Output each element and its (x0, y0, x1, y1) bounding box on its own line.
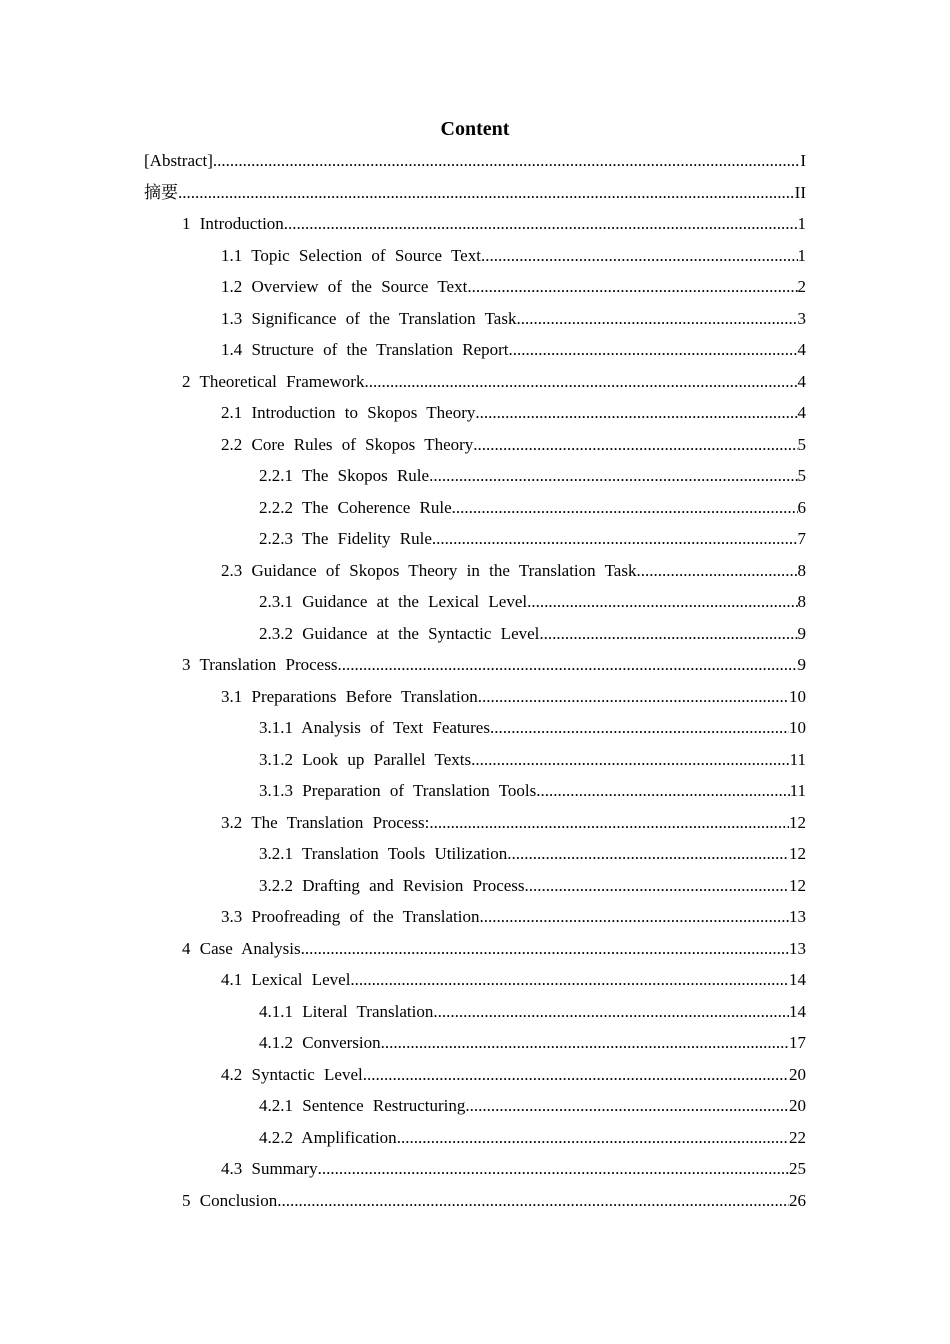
toc-entry[interactable] (182, 933, 806, 965)
toc-entry-label: 1 Introduction (182, 214, 284, 233)
toc-dot-leader (475, 397, 797, 429)
toc-entry[interactable] (259, 1090, 806, 1122)
toc-entry-label: 3.1.3 Preparation of Translation Tools (259, 781, 537, 800)
toc-page-number: 22 (789, 1127, 806, 1147)
toc-entry[interactable] (221, 429, 806, 461)
toc-entry[interactable] (182, 1185, 806, 1217)
toc-entry[interactable] (221, 1059, 806, 1091)
toc-dot-leader (509, 334, 798, 366)
toc-page-number: 12 (789, 844, 806, 863)
toc-entry[interactable] (221, 681, 806, 713)
toc-entry-label: 3.1.2 Look up Parallel Texts (259, 749, 472, 769)
toc-dot-leader (381, 1027, 789, 1059)
toc-entry[interactable] (221, 807, 806, 839)
toc-page-number: I (800, 151, 806, 170)
toc-entry[interactable] (259, 523, 806, 555)
toc-entry-label: 1.3 Significance of the Translation Task (221, 308, 517, 328)
toc-entry-label: 2.2.1 The Skopos Rule (259, 466, 430, 485)
toc-dot-leader (536, 775, 789, 807)
toc-entry-label: 4 Case Analysis (182, 938, 301, 958)
toc-dot-leader (525, 870, 789, 902)
toc-dot-leader (473, 429, 797, 461)
toc-page-number: 6 (797, 497, 806, 517)
toc-dot-leader (507, 838, 789, 870)
toc-page-number: II (794, 182, 806, 202)
toc-entry-label: 4.3 Summary (221, 1159, 318, 1178)
toc-entry-label: 2.3.2 Guidance at the Syntactic Level (259, 623, 540, 643)
toc-entry-label: 2.2.2 The Coherence Rule (259, 497, 452, 517)
toc-entry-label: 3.3 Proofreading of the Translation (221, 907, 480, 926)
toc-entry-label: 1.2 Overview of the Source Text (221, 277, 468, 296)
toc-entry[interactable] (259, 744, 806, 776)
toc-entry[interactable] (182, 208, 806, 240)
toc-page-number: 8 (797, 592, 806, 611)
toc-entry[interactable] (221, 901, 806, 933)
toc-page-number: 26 (789, 1190, 806, 1210)
toc-entry[interactable] (221, 555, 806, 587)
toc-dot-leader (479, 901, 789, 933)
toc-dot-leader (490, 712, 789, 744)
toc-dot-leader (636, 555, 797, 587)
toc-entry[interactable] (221, 964, 806, 996)
toc-entry[interactable] (182, 366, 806, 398)
toc-page-number: 11 (789, 749, 806, 769)
toc-entry[interactable] (259, 775, 806, 807)
toc-entry-label: [Abstract] (144, 151, 213, 170)
toc-entry-label: 4.1.1 Literal Translation (259, 1001, 434, 1021)
toc-entry-label: 4.1 Lexical Level (221, 970, 351, 989)
toc-dot-leader (337, 649, 797, 681)
toc-page-number: 5 (797, 466, 806, 485)
toc-entry[interactable] (259, 492, 806, 524)
toc-page-number: 8 (797, 560, 806, 580)
toc-page-number: 11 (789, 781, 806, 800)
toc-entry[interactable] (259, 838, 806, 870)
toc-dot-leader (213, 145, 800, 177)
toc-entry[interactable] (259, 712, 806, 744)
toc-entry-label: 3.1.1 Analysis of Text Features (259, 718, 490, 737)
toc-entry-label: 2.2.3 The Fidelity Rule (259, 529, 432, 548)
toc-entry-label: 3.1 Preparations Before Translation (221, 686, 478, 706)
toc-page-number: 20 (789, 1064, 806, 1084)
toc-dot-leader (318, 1153, 789, 1185)
toc-entry[interactable] (144, 145, 806, 177)
toc-page-number: 13 (789, 907, 806, 926)
toc-page-number: 17 (789, 1033, 806, 1052)
toc-dot-leader (432, 523, 798, 555)
toc-dot-leader (429, 460, 797, 492)
toc-entry-label: 4.1.2 Conversion (259, 1033, 381, 1052)
toc-entry-label: 2.2 Core Rules of Skopos Theory (221, 434, 474, 454)
toc-page-number: 9 (797, 623, 806, 643)
toc-entry[interactable] (221, 303, 806, 335)
toc-page-number: 20 (789, 1096, 806, 1115)
toc-page-number: 4 (797, 340, 806, 359)
toc-page-number: 12 (789, 875, 806, 895)
toc-entry-label: 3.2.2 Drafting and Revision Process (259, 875, 525, 895)
toc-page-number: 1 (797, 245, 806, 265)
toc-dot-leader (539, 618, 797, 650)
toc-dot-leader (397, 1122, 789, 1154)
toc-dot-leader (471, 744, 790, 776)
toc-dot-leader (178, 177, 795, 209)
toc-dot-leader (527, 586, 797, 618)
toc-entry[interactable] (259, 586, 806, 618)
toc-dot-leader (452, 492, 798, 524)
toc-entry[interactable] (259, 870, 806, 902)
toc-page-number: 14 (789, 970, 806, 989)
toc-page-number: 4 (797, 403, 806, 422)
toc-entry-label: 4.2.1 Sentence Restructuring (259, 1096, 466, 1115)
toc-entry[interactable] (221, 1153, 806, 1185)
toc-entry[interactable] (221, 271, 806, 303)
toc-page-number: 14 (789, 1001, 806, 1021)
toc-entry[interactable] (259, 1027, 806, 1059)
toc-dot-leader (350, 964, 789, 996)
toc-dot-leader (301, 933, 789, 965)
toc-page-number: 10 (789, 686, 806, 706)
toc-entry-label: 4.2 Syntactic Level (221, 1064, 363, 1084)
toc-page-number: 7 (797, 529, 806, 548)
toc-page-number: 1 (797, 214, 806, 233)
toc-entry-label: 1.1 Topic Selection of Source Text (221, 245, 481, 265)
toc-dot-leader (433, 996, 789, 1028)
toc-entry[interactable] (259, 996, 806, 1028)
toc-page-number: 25 (789, 1159, 806, 1178)
page-title: Content (440, 118, 510, 140)
toc-page-number: 4 (797, 371, 806, 391)
toc-page-number: 9 (797, 655, 806, 674)
toc-entry-label: 3.2 The Translation Process: (221, 812, 430, 832)
toc-entry-label: 2 Theoretical Framework (182, 371, 365, 391)
toc-dot-leader (363, 1059, 789, 1091)
toc-page-number: 5 (797, 434, 806, 454)
toc-entry-label: 4.2.2 Amplification (259, 1127, 397, 1147)
toc-entry[interactable] (182, 649, 806, 681)
toc-entry-label: 摘要 (144, 182, 178, 202)
toc-dot-leader (478, 681, 789, 713)
toc-entry[interactable] (221, 397, 806, 429)
toc-dot-leader (465, 1090, 789, 1122)
toc-page-number: 12 (789, 812, 806, 832)
toc-dot-leader (467, 271, 797, 303)
toc-entry-label: 1.4 Structure of the Translation Report (221, 340, 509, 359)
toc-page-number: 13 (789, 938, 806, 958)
toc-page-number: 10 (789, 718, 806, 737)
toc-page-number: 3 (797, 308, 806, 328)
toc-dot-leader (364, 366, 797, 398)
toc-dot-leader (277, 1185, 789, 1217)
toc-entry[interactable] (259, 618, 806, 650)
toc-entry-label: 2.1 Introduction to Skopos Theory (221, 403, 476, 422)
toc-entry[interactable] (144, 177, 806, 209)
toc-entry-label: 2.3 Guidance of Skopos Theory in the Translation Task (221, 560, 637, 580)
toc-entry[interactable] (259, 1122, 806, 1154)
toc-entry-label: 3.2.1 Translation Tools Utilization (259, 844, 508, 863)
toc-dot-leader (481, 240, 798, 272)
toc-entry[interactable] (221, 334, 806, 366)
toc-dot-leader (429, 807, 789, 839)
toc-entry[interactable] (221, 240, 806, 272)
toc-dot-leader (516, 303, 797, 335)
toc-dot-leader (284, 208, 798, 240)
toc-entry-label: 5 Conclusion (182, 1190, 278, 1210)
toc-entry-label: 3 Translation Process (182, 655, 338, 674)
toc-entry-label: 2.3.1 Guidance at the Lexical Level (259, 592, 528, 611)
toc-page-number: 2 (797, 277, 806, 296)
toc-entry[interactable] (259, 460, 806, 492)
